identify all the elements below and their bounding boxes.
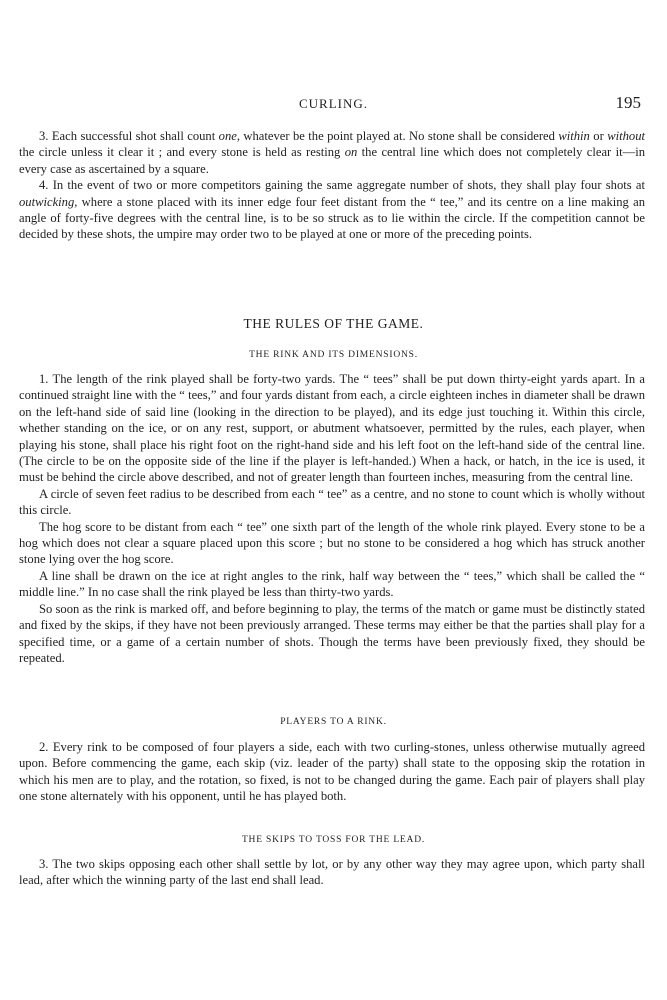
points-rules <box>19 128 645 243</box>
running-title: CURLING. <box>298 96 369 111</box>
rink-paragraph: The hog score to be distant from each “ tee” one sixth part of the length of the whole rink played. Every stone to be a hog which does not clear a square placed upon this score ; but no stone to be considered a hog which has struck another stone lying over the hog score. <box>19 519 645 567</box>
running-head <box>0 94 667 116</box>
players-subheading: PLAYERS TO A RINK. <box>280 717 387 727</box>
section-heading: THE RULES OF THE GAME. <box>243 316 424 331</box>
rink-rules <box>19 371 645 666</box>
page-number: 195 <box>615 93 641 112</box>
players-paragraph: 2. Every rink to be composed of four players a side, each with two curling-stones, unless otherwise mutually agreed upon. Before commencing the game, each skip (viz. leader of the party) shall state to the opposing skip the rotation in which his men are to play, and the rotation, so fixed, is not to be changed during the game. Each pair of players shall play one stone alternately with his opponent, until he has played both. <box>19 740 645 804</box>
rink-paragraph: A circle of seven feet radius to be described from each “ tee” as a centre, and no stone to count which is wholly without this circle. <box>19 486 645 518</box>
rink-paragraph: A line shall be drawn on the ice at right angles to the rink, half way between the “ tees,” which shall be called the “ middle line.” In no case shall the rink played be less than thirty-two yards. <box>19 568 645 600</box>
rule-4-paragraph: 4. In the event of two or more competitors gaining the same aggregate number of shots, they shall play four shots at outwicking, where a stone placed with its inner edge four feet distant from the “ tee,” and its centre on a line making an angle of forty-five degrees with the central line, is to be so struck as to lie within the circle. If the competition cannot be decided by these shots, the umpire may order two to be played at one or more of the preceding points. <box>19 178 645 242</box>
rule-3-paragraph: 3. Each successful shot shall count one, whatever be the point played at. No stone shall be considered within or without the circle unless it clear it ; and every stone is held as resting on the central line which does not completely clear it—in every case as ascertained by a square. <box>19 129 646 176</box>
players-rules <box>19 739 645 805</box>
skips-subheading: THE SKIPS TO TOSS FOR THE LEAD. <box>241 835 426 845</box>
rink-paragraph: 1. The length of the rink played shall be forty-two yards. The “ tees” shall be put down thirty-eight yards apart. In a continued straight line with the “ tees,” and four yards distant from each, a circle eighteen inches in diameter shall be drawn on the left-hand side of said line (looking in the direction to be played), and its edge just touching it. Within this circle, whether standing on the ice, or on any rest, support, or abutment whatsoever, permitted by the rules, each player, when playing his stone, shall place his right foot on the right-hand side and his left foot on the left-hand side of the central line. (The circle to be on the opposite side of the line if the player is left-handed.) When a hack, or hatch, in the ice is used, it must be behind the circle above described, and not of greater length than fourteen inches, measuring from the central line. <box>19 372 645 485</box>
skips-paragraph: 3. The two skips opposing each other shall settle by lot, or by any other way they may agree upon, which party shall lead, after which the winning party of the last end shall lead. <box>19 857 645 888</box>
skips-rules <box>19 856 645 889</box>
rink-subheading: THE RINK AND ITS DIMENSIONS. <box>249 350 418 360</box>
rink-paragraph: So soon as the rink is marked off, and before beginning to play, the terms of the match or game must be distinctly stated and fixed by the skips, if they have not been previously arranged. These terms may either be that the parties shall play for a specified time, or a game of a certain number of shots. Though the terms have been previously fixed, they should be repeated. <box>19 601 645 665</box>
